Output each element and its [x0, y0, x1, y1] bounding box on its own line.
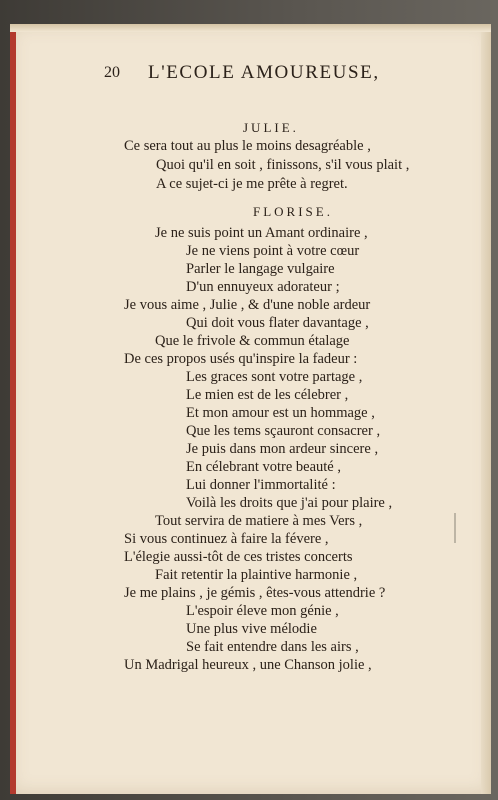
verse-line: Lui donner l'immortalité :	[186, 477, 336, 493]
speaker-julie: JULIE.	[243, 120, 299, 135]
verse-line: L'élegie aussi-tôt de ces tristes concerts	[124, 549, 353, 565]
verse-line: Parler le langage vulgaire	[186, 261, 335, 277]
verse-line: Ce sera tout au plus le moins desagréable ,	[124, 138, 371, 154]
verse-line: Qui doit vous flater davantage ,	[186, 315, 369, 331]
running-title: L'ECOLE AMOUREUSE,	[148, 62, 380, 83]
verse-line: Je vous aime , Julie , & d'une noble ardeur	[124, 297, 371, 313]
page-fore-edge	[481, 24, 491, 794]
verse-line: D'un ennuyeux adorateur ;	[186, 279, 340, 295]
verse-line: Fait retentir la plaintive harmonie ,	[155, 567, 358, 583]
speaker-florise: FLORISE.	[253, 204, 333, 219]
verse-line: Voilà les droits que j'ai pour plaire ,	[186, 495, 393, 511]
verse-line: Je ne viens point à votre cœur	[186, 243, 360, 259]
verse-line: Je ne suis point un Amant ordinaire ,	[155, 225, 368, 241]
verse-line: Le mien est de les célebrer ,	[186, 387, 349, 403]
verse-line: Un Madrigal heureux , une Chanson jolie ,	[124, 657, 372, 673]
page-red-edge	[10, 24, 16, 794]
verse-line: L'espoir éleve mon génie ,	[186, 603, 339, 619]
verse-line: Tout servira de matiere à mes Vers ,	[155, 513, 363, 529]
verse-line: A ce sujet-ci je me prête à regret.	[156, 176, 348, 192]
verse-line: Et mon amour est un hommage ,	[186, 405, 375, 421]
verse-line: Une plus vive mélodie	[186, 621, 317, 637]
verse-line: En célebrant votre beauté ,	[186, 459, 341, 475]
verse-line: Je me plains , je gémis , êtes-vous attendrie ?	[124, 585, 386, 601]
page-top-shadow	[10, 24, 491, 32]
verse-line: De ces propos usés qu'inspire la fadeur :	[124, 351, 358, 367]
verse-line: Que le frivole & commun étalage	[155, 333, 350, 349]
verse-line: Je puis dans mon ardeur sincere ,	[186, 441, 379, 457]
verse-line: Les graces sont votre partage ,	[186, 369, 363, 385]
verse-line: Quoi qu'il en soit , finissons, s'il vous plait ,	[156, 157, 410, 173]
page-number: 20	[104, 64, 120, 81]
verse-line: Se fait entendre dans les airs ,	[186, 639, 359, 655]
verse-line: Si vous continuez à faire la févere ,	[124, 531, 329, 547]
verse-line: Que les tems sçauront consacrer ,	[186, 423, 381, 439]
bleed-through-mark	[454, 513, 456, 543]
running-header	[104, 62, 464, 90]
